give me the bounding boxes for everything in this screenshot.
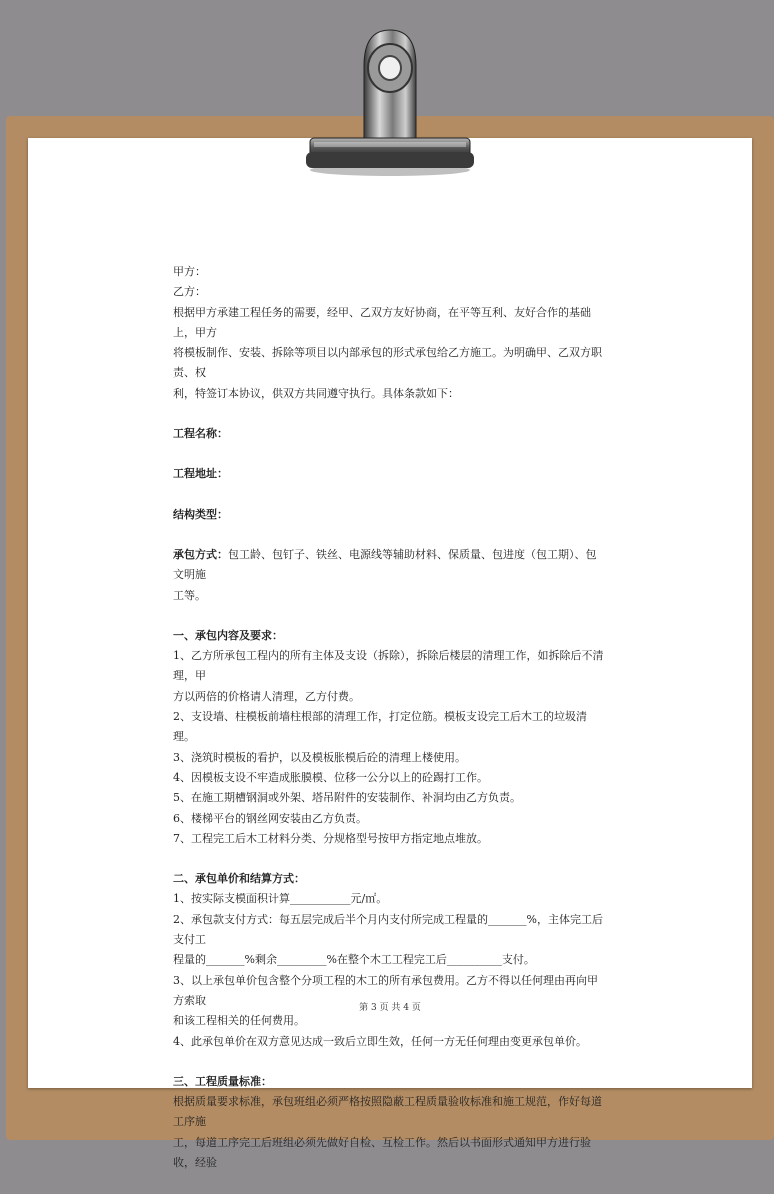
document-page — [28, 138, 752, 1169]
section2-title: 二、承包单价和结算方式： — [173, 872, 305, 886]
section2-line: 1、按实际支模面积计算___________元/㎡。 — [173, 892, 388, 906]
section1-line: 7、工程完工后木工材料分类、分规格型号按甲方指定地点堆放。 — [173, 831, 488, 845]
binder-clip-icon — [300, 18, 480, 178]
intro-line: 根据甲方承建工程任务的需要，经甲、乙双方友好协商，在平等互利、友好合作的基础上，甲方 — [173, 305, 591, 339]
section1-line: 3、浇筑时模板的看护，以及模板胀模后砼的清理上楼使用。 — [173, 750, 466, 764]
intro-line: 利，特签订本协议，供双方共同遵守执行。具体条款如下： — [173, 386, 459, 400]
section1-title: 一、承包内容及要求： — [173, 628, 283, 642]
section2-line: 和该工程相关的任何费用。 — [173, 1014, 305, 1028]
section1-line: 2、支设墙、柱模板前墙柱根部的清理工作，打定位筋。模板支设完工后木工的垃圾清理。 — [173, 710, 587, 744]
section3-line: 工，每道工序完工后班组必须先做好自检、互检工作。然后以书面形式通知甲方进行验收，经验 — [173, 1135, 591, 1169]
section2-line: 4、此承包单价在双方意见达成一致后立即生效，任何一方无任何理由变更承包单价。 — [173, 1034, 587, 1048]
section1-line: 5、在施工期槽钢洞或外架、塔吊附件的安装制作、补洞均由乙方负责。 — [173, 791, 521, 805]
section2-line: 2、承包款支付方式：每五层完成后半个月内支付所完成工程量的_______%，主体完工后支付工 — [173, 912, 603, 947]
section3-title: 三、工程质量标准： — [173, 1074, 272, 1088]
section2-line: 3、以上承包单价包含整个分项工程的木工的所有承包费用。乙方不得以任何理由再向甲方索取 — [173, 973, 598, 1007]
section1-line: 1、乙方所承包工程内的所有主体及支设（拆除），拆除后楼层的清理工作，如拆除后不清理，甲 — [173, 649, 604, 683]
intro-line: 将模板制作、安装、拆除等项目以内部承包的形式承包给乙方施工。为明确甲、乙双方职责、权 — [173, 346, 602, 380]
contract-mode-text: 包工龄、包钉子、铁丝、电源线等辅助材料、保质量、包进度（包工期）、包文明施 — [173, 547, 597, 582]
project-address-label: 工程地址： — [173, 467, 228, 481]
section1-line: 4、因模板支设不牢造成胀膜模、位移一公分以上的砼踢打工作。 — [173, 770, 488, 784]
party-b-label: 乙方： — [173, 285, 206, 299]
section1-line: 6、楼梯平台的钢丝网安装由乙方负责。 — [173, 811, 367, 825]
document-body — [173, 262, 605, 1173]
section3-line: 根据质量要求标准，承包班组必须严格按照隐蔽工程质量验收标准和施工规范，作好每道工序施 — [173, 1095, 602, 1129]
section2-line: 程量的_______%剩余_________%在整个木工工程完工后__________支付。 — [173, 953, 535, 967]
contract-mode-line: 工等。 — [173, 588, 206, 602]
project-name-label: 工程名称： — [173, 427, 228, 441]
contract-mode-label: 承包方式： — [173, 547, 228, 561]
contract-mode-line — [173, 545, 605, 586]
party-a-label: 甲方： — [173, 265, 206, 278]
page-footer: 第 3 页 共 4 页 — [359, 1003, 421, 1013]
structure-type-label: 结构类型： — [173, 507, 228, 521]
section1-line: 方以两倍的价格请人清理，乙方付费。 — [173, 689, 360, 703]
